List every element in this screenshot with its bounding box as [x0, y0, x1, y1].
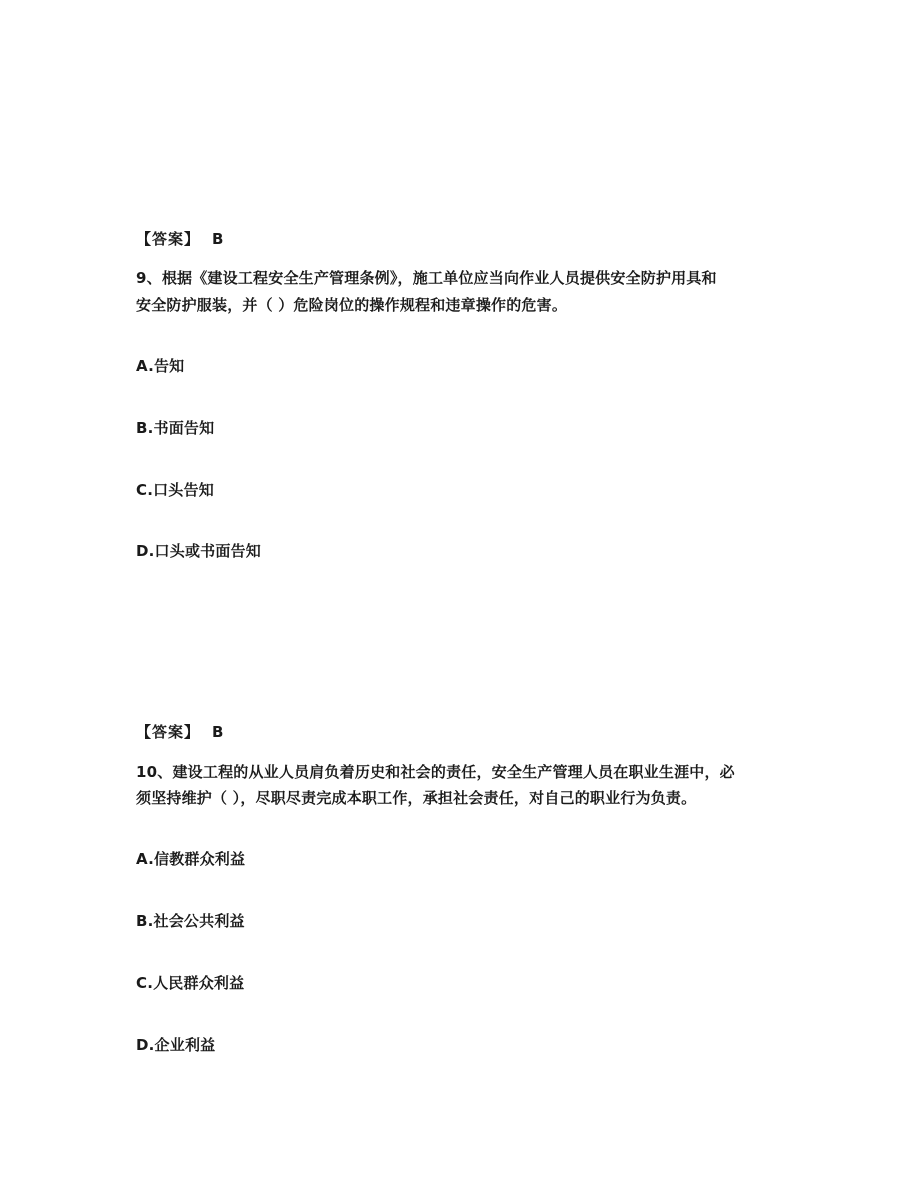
answer-value: B — [212, 230, 224, 248]
option-a: A.告知 — [136, 357, 185, 375]
option-c: C.口头告知 — [136, 481, 214, 499]
question-9-line-1: 9、根据《建设工程安全生产管理条例》，施工单位应当向作业人员提供安全防护用具和 — [136, 269, 717, 287]
answer-label: 【答案】 — [136, 723, 201, 741]
option-b: B.书面告知 — [136, 419, 215, 437]
answer-line — [136, 722, 224, 742]
answer-value: B — [212, 723, 224, 741]
answer-line — [136, 229, 224, 249]
question-10-line-1: 10、建设工程的从业人员肩负着历史和社会的责任，安全生产管理人员在职业生涯中，必 — [136, 763, 735, 781]
option-d: D.企业利益 — [136, 1036, 216, 1054]
option-c: C.人民群众利益 — [136, 974, 245, 992]
option-d: D.口头或书面告知 — [136, 542, 261, 560]
question-10-line-2: 须坚持维护（ ），尽职尽责完成本职工作，承担社会责任，对自己的职业行为负责。 — [136, 789, 697, 807]
question-9-line-2: 安全防护服装，并（ ）危险岗位的操作规程和违章操作的危害。 — [136, 296, 568, 314]
answer-label: 【答案】 — [136, 230, 201, 248]
option-b: B.社会公共利益 — [136, 912, 245, 930]
option-a: A.信教群众利益 — [136, 850, 246, 868]
